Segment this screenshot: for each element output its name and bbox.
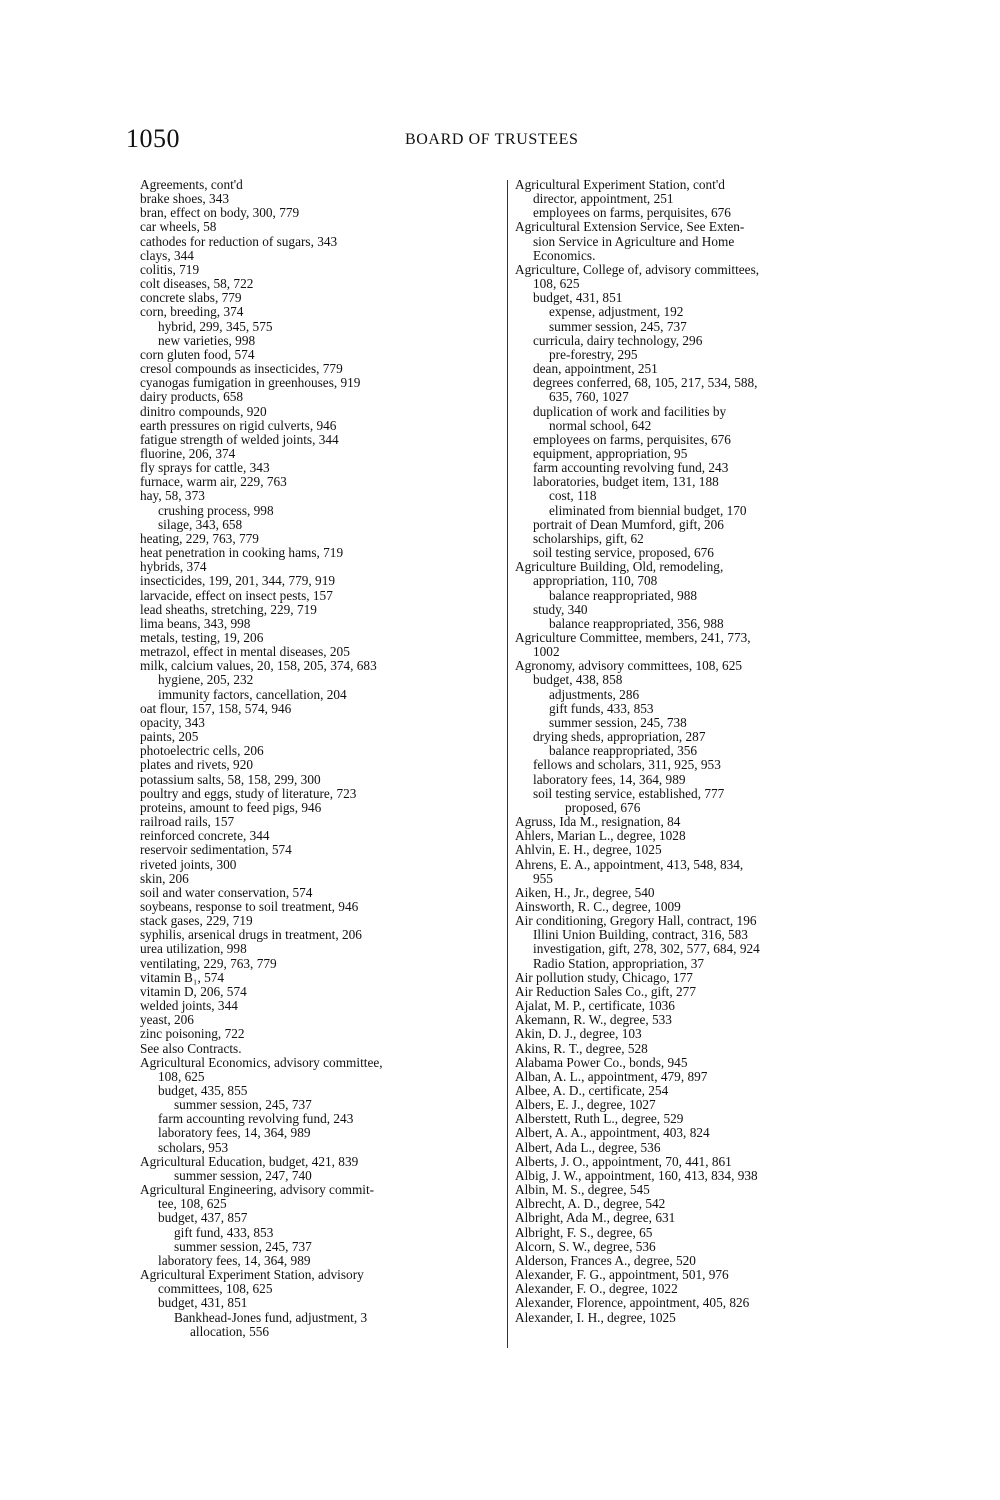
index-entry: Akemann, R. W., degree, 533 (515, 1012, 672, 1028)
index-entry: fluorine, 206, 374 (140, 445, 236, 461)
index-entry: Albright, Ada M., degree, 631 (515, 1210, 676, 1226)
index-entry: Albrecht, A. D., degree, 542 (515, 1196, 666, 1212)
index-entry: employees on farms, perquisites, 676 (533, 431, 731, 447)
index-entry: 635, 760, 1027 (549, 389, 629, 405)
index-entry: yeast, 206 (140, 1012, 194, 1028)
index-entry: potassium salts, 58, 158, 299, 300 (140, 771, 321, 787)
index-entry: portrait of Dean Mumford, gift, 206 (533, 516, 724, 532)
index-entry: Agruss, Ida M., resignation, 84 (515, 814, 681, 830)
index-column-right (515, 178, 865, 1325)
index-entry: Ahlers, Marian L., degree, 1028 (515, 828, 686, 844)
index-entry: reservoir sedimentation, 574 (140, 842, 292, 858)
index-entry: pre-forestry, 295 (549, 346, 638, 362)
index-entry: gift funds, 433, 853 (549, 700, 654, 716)
index-entry: director, appointment, 251 (533, 191, 674, 207)
index-entry: cathodes for reduction of sugars, 343 (140, 233, 338, 249)
index-entry: skin, 206 (140, 870, 189, 886)
index-entry: Radio Station, appropriation, 37 (533, 955, 704, 971)
index-entry: gift fund, 433, 853 (174, 1224, 274, 1240)
index-entry: Ahrens, E. A., appointment, 413, 548, 834, (515, 856, 744, 872)
index-entry: Air Reduction Sales Co., gift, 277 (515, 983, 696, 999)
index-entry: allocation, 556 (190, 1323, 270, 1339)
index-entry: 1002 (533, 644, 560, 660)
index-entry: Agronomy, advisory committees, 108, 625 (515, 658, 743, 674)
index-entry: syphilis, arsenical drugs in treatment, 206 (140, 927, 362, 943)
index-entry: farm accounting revolving fund, 243 (158, 1111, 354, 1127)
index-entry: eliminated from biennial budget, 170 (549, 502, 747, 518)
index-entry: soybeans, response to soil treatment, 946 (140, 898, 359, 914)
index-entry: laboratories, budget item, 131, 188 (533, 474, 719, 490)
index-entry: Agricultural Economics, advisory committee, (140, 1054, 383, 1070)
index-entry: 955 (533, 870, 553, 886)
index-entry: colt diseases, 58, 722 (140, 276, 254, 292)
index-entry: Albert, A. A., appointment, 403, 824 (515, 1125, 710, 1141)
index-entry: adjustments, 286 (549, 686, 640, 702)
index-entry: zinc poisoning, 722 (140, 1026, 245, 1042)
index-entry: soil testing service, established, 777 (533, 785, 725, 801)
index-entry: Alberstett, Ruth L., degree, 529 (515, 1111, 684, 1127)
index-entry: Aiken, H., Jr., degree, 540 (515, 884, 655, 900)
index-entry: riveted joints, 300 (140, 856, 237, 872)
index-entry: Alcorn, S. W., degree, 536 (515, 1238, 656, 1254)
index-entry: Agricultural Engineering, advisory commit- (140, 1182, 375, 1198)
running-head: BOARD OF TRUSTEES (405, 131, 579, 148)
index-entry: investigation, gift, 278, 302, 577, 684, 924 (533, 941, 760, 957)
index-entry: Albin, M. S., degree, 545 (515, 1182, 650, 1198)
index-entry: cresol compounds as insecticides, 779 (140, 361, 343, 377)
index-entry: dean, appointment, 251 (533, 361, 658, 377)
index-entry: budget, 431, 851 (158, 1295, 248, 1311)
index-entry: bran, effect on body, 300, 779 (140, 205, 300, 221)
index-entry: Albig, J. W., appointment, 160, 413, 834, 938 (515, 1167, 758, 1183)
index-entry: fellows and scholars, 311, 925, 953 (533, 757, 721, 773)
index-entry: soil testing service, proposed, 676 (533, 545, 714, 561)
index-entry: oat flour, 157, 158, 574, 946 (140, 700, 292, 716)
index-entry: corn gluten food, 574 (140, 346, 255, 362)
index-entry: Agriculture Building, Old, remodeling, (515, 559, 724, 575)
index-entry: Agriculture Committee, members, 241, 773, (515, 630, 751, 645)
index-entry: silage, 343, 658 (158, 516, 243, 532)
index-entry: balance reappropriated, 356, 988 (549, 615, 724, 631)
index-entry: Alderson, Frances A., degree, 520 (515, 1252, 696, 1268)
index-entry: heat penetration in cooking hams, 719 (140, 545, 344, 561)
index-entry: cyanogas fumigation in greenhouses, 919 (140, 375, 361, 391)
index-entry: 108, 625 (158, 1068, 205, 1084)
index-entry: summer session, 245, 737 (549, 318, 687, 334)
index-entry: Albright, F. S., degree, 65 (515, 1224, 653, 1240)
index-entry: Alexander, I. H., degree, 1025 (515, 1309, 676, 1325)
index-entry: hygiene, 205, 232 (158, 672, 254, 688)
index-entry: employees on farms, perquisites, 676 (533, 205, 731, 221)
index-entry: earth pressures on rigid culverts, 946 (140, 417, 337, 433)
index-entry: proposed, 676 (565, 799, 641, 815)
index-entry: Alexander, Florence, appointment, 405, 826 (515, 1295, 750, 1311)
index-entry: sion Service in Agriculture and Home (533, 233, 735, 249)
index-entry: heating, 229, 763, 779 (140, 530, 259, 546)
index-entry: paints, 205 (140, 729, 199, 745)
index-entry: Agricultural Experiment Station, advisory (140, 1267, 364, 1283)
index-entry: concrete slabs, 779 (140, 290, 242, 306)
index-entry: Agreements, cont'd (140, 177, 243, 192)
index-entry: Agricultural Extension Service, See Exten- (515, 219, 745, 235)
index-entry: Akins, R. T., degree, 528 (515, 1040, 648, 1056)
index-entry: insecticides, 199, 201, 344, 779, 919 (140, 573, 335, 589)
index-entry: summer session, 245, 737 (174, 1238, 312, 1254)
index-entry: balance reappropriated, 356 (549, 743, 698, 759)
index-entry: cost, 118 (549, 488, 597, 504)
index-entry: vitamin B₁, 574 (140, 969, 225, 985)
index-entry: lead sheaths, stretching, 229, 719 (140, 601, 317, 617)
index-entry: budget, 435, 855 (158, 1083, 248, 1098)
index-entry: drying sheds, appropriation, 287 (533, 729, 706, 745)
index-entry: Alberts, J. O., appointment, 70, 441, 861 (515, 1153, 732, 1169)
index-entry: normal school, 642 (549, 417, 652, 433)
index-entry: balance reappropriated, 988 (549, 587, 698, 603)
index-entry: Ahlvin, E. H., degree, 1025 (515, 842, 662, 858)
index-entry: Alexander, F. O., degree, 1022 (515, 1281, 678, 1297)
index-entry: metals, testing, 19, 206 (140, 630, 264, 645)
index-entry: dairy products, 658 (140, 389, 244, 405)
index-entry: railroad rails, 157 (140, 814, 235, 830)
index-entry: laboratory fees, 14, 364, 989 (158, 1252, 311, 1268)
index-entry: Illini Union Building, contract, 316, 583 (533, 927, 748, 943)
index-entry: Ainsworth, R. C., degree, 1009 (515, 898, 681, 914)
index-entry: fly sprays for cattle, 343 (140, 460, 270, 476)
index-entry: vitamin D, 206, 574 (140, 983, 247, 999)
index-entry: corn, breeding, 374 (140, 304, 244, 320)
index-entry: Air pollution study, Chicago, 177 (515, 969, 693, 985)
index-entry: milk, calcium values, 20, 158, 205, 374, 683 (140, 658, 377, 674)
index-entry: welded joints, 344 (140, 998, 238, 1014)
index-entry: Alabama Power Co., bonds, 945 (515, 1054, 688, 1070)
index-entry: expense, adjustment, 192 (549, 304, 684, 320)
index-entry: Bankhead-Jones fund, adjustment, 3 (174, 1309, 368, 1325)
index-entry: Agricultural Education, budget, 421, 839 (140, 1153, 359, 1169)
index-entry: scholars, 953 (158, 1139, 229, 1155)
index-entry: immunity factors, cancellation, 204 (158, 686, 347, 702)
index-entry: soil and water conservation, 574 (140, 884, 313, 900)
index-entry: duplication of work and facilities by (533, 403, 727, 419)
index-entry: 108, 625 (533, 276, 580, 292)
index-entry: brake shoes, 343 (140, 191, 229, 207)
index-entry: summer session, 245, 738 (549, 714, 687, 730)
index-entry: Alexander, F. G., appointment, 501, 976 (515, 1267, 729, 1283)
index-entry: Akin, D. J., degree, 103 (515, 1026, 642, 1042)
index-entry: Agricultural Experiment Station, cont'd (515, 177, 725, 192)
index-entry: clays, 344 (140, 247, 194, 263)
index-entry: opacity, 343 (140, 714, 205, 730)
index-entry: Albee, A. D., certificate, 254 (515, 1083, 669, 1098)
index-entry: Albert, Ada L., degree, 536 (515, 1139, 661, 1155)
index-entry: farm accounting revolving fund, 243 (533, 460, 729, 476)
index-entry: summer session, 245, 737 (174, 1097, 312, 1113)
page-number: 1050 (126, 124, 180, 153)
index-entry: See also Contracts. (140, 1040, 242, 1056)
index-entry: Agriculture, College of, advisory committees, (515, 261, 760, 277)
index-entry: urea utilization, 998 (140, 941, 247, 957)
index-entry: degrees conferred, 68, 105, 217, 534, 588, (533, 375, 758, 391)
index-entry: fatigue strength of welded joints, 344 (140, 431, 339, 447)
index-entry: ventilating, 229, 763, 779 (140, 955, 277, 971)
index-entry: summer session, 247, 740 (174, 1167, 312, 1183)
index-entry: metrazol, effect in mental diseases, 205 (140, 644, 350, 660)
index-entry: curricula, dairy technology, 296 (533, 332, 703, 348)
index-entry: furnace, warm air, 229, 763 (140, 474, 287, 490)
index-entry: dinitro compounds, 920 (140, 403, 267, 419)
index-entry: hybrids, 374 (140, 559, 207, 575)
index-entry: colitis, 719 (140, 261, 200, 277)
index-entry: hybrid, 299, 345, 575 (158, 318, 273, 334)
index-entry: poultry and eggs, study of literature, 723 (140, 785, 357, 801)
index-entry: proteins, amount to feed pigs, 946 (140, 799, 322, 815)
index-entry: Air conditioning, Gregory Hall, contract, 196 (515, 913, 757, 929)
index-entry: appropriation, 110, 708 (533, 573, 658, 589)
index-entry: Albers, E. J., degree, 1027 (515, 1097, 656, 1113)
index-entry: Ajalat, M. P., certificate, 1036 (515, 998, 675, 1014)
index-entry: car wheels, 58 (140, 219, 217, 235)
index-entry: committees, 108, 625 (158, 1281, 273, 1297)
index-entry: reinforced concrete, 344 (140, 828, 270, 844)
index-entry: crushing process, 998 (158, 502, 274, 518)
index-column-left (140, 178, 500, 1339)
index-entry: budget, 437, 857 (158, 1210, 248, 1226)
index-entry: stack gases, 229, 719 (140, 913, 253, 929)
index-entry: laboratory fees, 14, 364, 989 (533, 771, 686, 787)
index-entry: plates and rivets, 920 (140, 757, 253, 773)
index-entry: laboratory fees, 14, 364, 989 (158, 1125, 311, 1141)
index-entry: scholarships, gift, 62 (533, 530, 644, 546)
index-entry: equipment, appropriation, 95 (533, 445, 688, 461)
index-entry: study, 340 (533, 601, 588, 617)
index-entry: Economics. (533, 247, 596, 263)
index-entry: budget, 438, 858 (533, 672, 623, 688)
index-entry: Alban, A. L., appointment, 479, 897 (515, 1068, 708, 1084)
index-entry: new varieties, 998 (158, 332, 256, 348)
index-entry: budget, 431, 851 (533, 290, 623, 306)
index-entry: tee, 108, 625 (158, 1196, 227, 1212)
index-entry: lima beans, 343, 998 (140, 615, 251, 631)
column-divider (507, 180, 508, 1348)
index-entry: photoelectric cells, 206 (140, 743, 264, 759)
index-entry: hay, 58, 373 (140, 488, 205, 504)
index-entry: larvacide, effect on insect pests, 157 (140, 587, 333, 603)
